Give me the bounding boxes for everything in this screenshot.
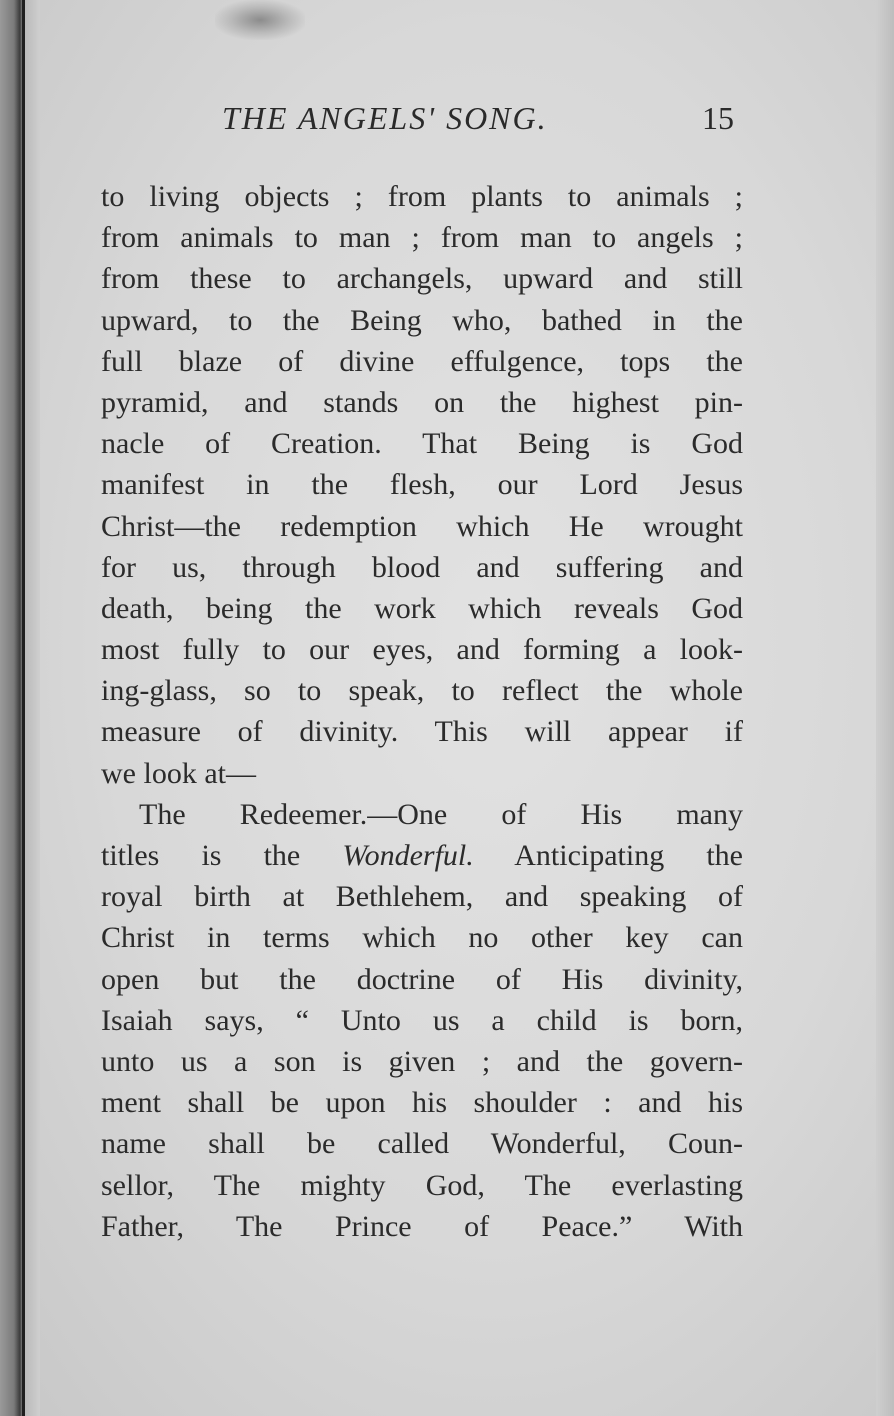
text-line: from these to archangels, upward and still bbox=[101, 262, 743, 296]
text-fragment: titles is the bbox=[101, 839, 343, 872]
text-line: to living objects ; from plants to animals ; bbox=[101, 180, 743, 213]
page-right-edge bbox=[876, 0, 894, 1416]
binding-edge bbox=[0, 0, 40, 1416]
text-line: sellor, The mighty God, The everlasting bbox=[101, 1168, 743, 1202]
page-number: 15 bbox=[702, 100, 734, 136]
text-line: ing-glass, so to speak, to reflect the whole bbox=[101, 674, 743, 708]
text-line: Christ—the redemption which He wrought bbox=[101, 509, 743, 543]
running-title: THE ANGELS' SONG. bbox=[222, 100, 548, 136]
body-text bbox=[101, 176, 743, 1247]
text-line: name shall be called Wonderful, Coun- bbox=[101, 1127, 743, 1161]
text-line: from animals to man ; from man to angels ; bbox=[101, 221, 743, 255]
text-line: we look at— bbox=[101, 756, 256, 790]
text-line: for us, through blood and suffering and bbox=[101, 550, 743, 584]
text-line: Christ in terms which no other key can bbox=[101, 921, 743, 955]
section-heading-line: The Redeemer.—One of His many bbox=[139, 797, 743, 831]
binding-line bbox=[22, 0, 25, 1416]
text-line: unto us a son is given ; and the govern- bbox=[101, 1044, 743, 1078]
text-line: manifest in the flesh, our Lord Jesus bbox=[101, 468, 743, 502]
text-line: measure of divinity. This will appear if bbox=[101, 715, 743, 749]
running-header bbox=[222, 100, 742, 150]
text-line: ment shall be upon his shoulder : and his bbox=[101, 1086, 743, 1120]
text-line: Father, The Prince of Peace.” With bbox=[101, 1209, 743, 1243]
text-line: full blaze of divine effulgence, tops the bbox=[101, 344, 743, 378]
text-line: Isaiah says, “ Unto us a child is born, bbox=[101, 1003, 743, 1037]
text-line: upward, to the Being who, bathed in the bbox=[101, 303, 743, 337]
text-line: open but the doctrine of His divinity, bbox=[101, 962, 743, 996]
text-line bbox=[101, 835, 743, 876]
italic-title: Wonderful. bbox=[342, 839, 474, 872]
text-line: nacle of Creation. That Being is God bbox=[101, 427, 743, 461]
text-line: death, being the work which reveals God bbox=[101, 591, 743, 625]
text-line: royal birth at Bethlehem, and speaking of bbox=[101, 880, 743, 914]
ink-smudge bbox=[215, 0, 305, 40]
text-line: most fully to our eyes, and forming a look- bbox=[101, 633, 743, 667]
text-fragment: Anticipating the bbox=[473, 839, 743, 872]
text-line: pyramid, and stands on the highest pin- bbox=[101, 385, 743, 419]
